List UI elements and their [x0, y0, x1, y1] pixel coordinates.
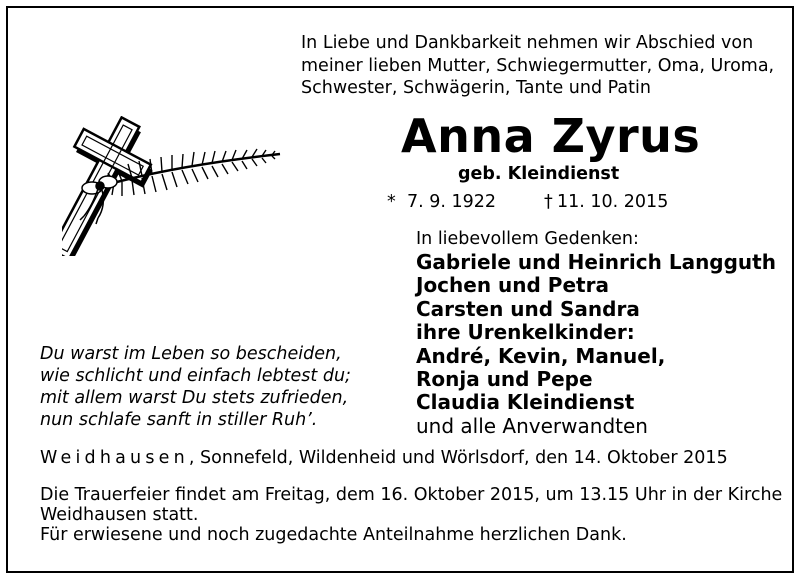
mourner-line: und alle Anverwandten — [416, 413, 648, 438]
mourners-list — [416, 251, 776, 438]
footer-line: Weidhausen statt. — [40, 505, 199, 525]
birth-symbol: * — [387, 192, 396, 212]
cross-with-palm-icon — [62, 116, 292, 256]
intro-line: meiner lieben Mutter, Schwiegermutter, Oma, Uroma, — [301, 55, 775, 76]
place-date-line — [40, 447, 728, 469]
intro-line: Schwester, Schwägerin, Tante und Patin — [301, 78, 651, 98]
footer-line: Die Trauerfeier findet am Freitag, dem 16. Oktober 2015, um 13.15 Uhr in der Kirche — [40, 485, 783, 505]
mourner-line: Jochen und Petra — [416, 273, 609, 298]
mourner-line: Gabriele und Heinrich Langguth — [416, 250, 776, 274]
mourner-line: ihre Urenkelkinder: — [416, 320, 635, 345]
birth-date: 7. 9. 1922 — [407, 192, 497, 212]
poem-line: Du warst im Leben so bescheiden, — [40, 344, 342, 364]
poem-line: nun schlafe sanft in stiller Ruh’. — [40, 410, 318, 430]
intro-line: In Liebe und Dankbarkeit nehmen wir Abschied von — [301, 33, 754, 53]
poem — [40, 343, 351, 431]
death-date: 11. 10. 2015 — [557, 192, 669, 212]
footer-text — [40, 485, 782, 545]
mourner-line: Carsten und Sandra — [416, 296, 640, 321]
mourner-line: Ronja und Pepe — [416, 367, 593, 392]
mourner-line: André, Kevin, Manuel, — [416, 343, 666, 368]
deceased-name: Anna Zyrus — [401, 109, 701, 163]
poem-line: wie schlicht und einfach lebtest du; — [40, 366, 351, 386]
intro-text — [301, 32, 774, 100]
footer-line: Für erwiesene und noch zugedachte Anteilnahme herzlichen Dank. — [40, 525, 627, 545]
mourner-line: Claudia Kleindienst — [416, 390, 635, 415]
place-town: Weidhausen — [40, 448, 189, 468]
death-symbol: † — [544, 192, 553, 212]
birth-name: geb. Kleindienst — [458, 164, 620, 184]
poem-line: mit allem warst Du stets zufrieden, — [40, 388, 349, 408]
gedenken-text: In liebevollem Gedenken: — [416, 229, 639, 249]
place-rest: , Sonnefeld, Wildenheid und Wörlsdorf, den 14. Oktober 2015 — [188, 448, 728, 468]
